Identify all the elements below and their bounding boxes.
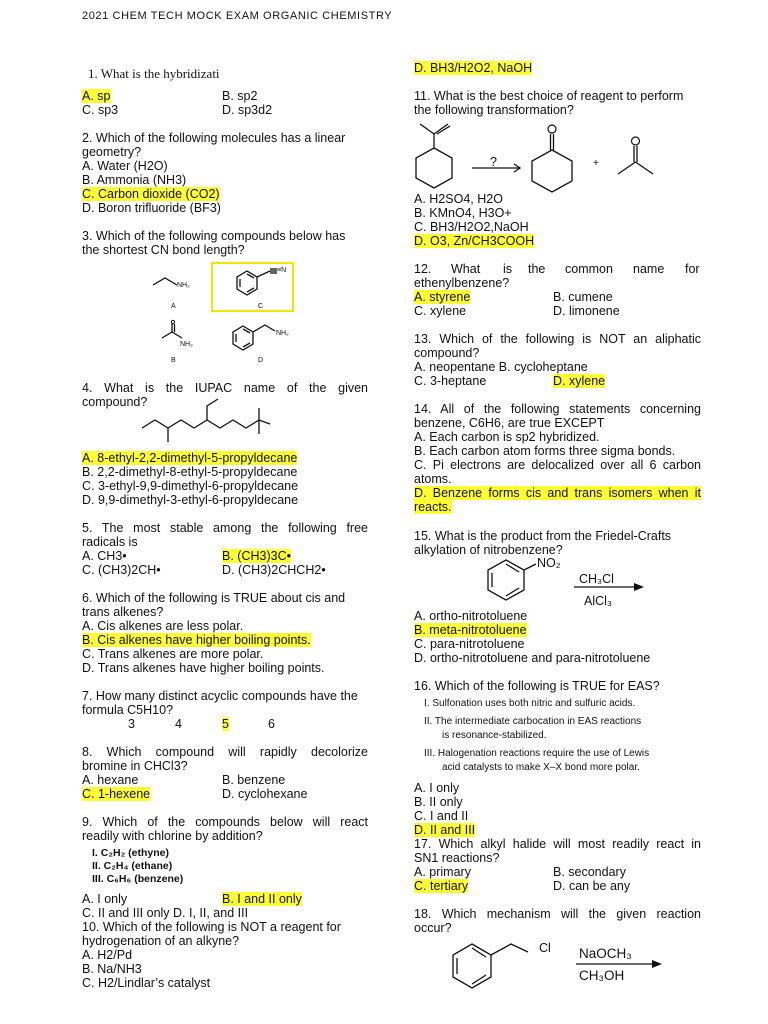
q12-option-b: B. cumene xyxy=(553,290,613,304)
q16-item-3-line1: III. Halogenation reactions require the use of Lewis xyxy=(424,748,650,759)
q8-option-c: C. 1-hexene xyxy=(82,787,151,801)
q10-option-b: B. Na/NH3 xyxy=(82,962,142,976)
q4-skeletal-structure xyxy=(138,396,273,451)
q10-option-d: D. BH3/H2O2, NaOH xyxy=(414,61,533,75)
q13-option-c: C. 3-heptane xyxy=(414,374,487,388)
q1-option-b: B. sp2 xyxy=(222,89,258,103)
q4-stem-line2: compound? xyxy=(82,395,148,409)
q11-arrow-label: ? xyxy=(490,155,497,169)
q17-option-b: B. secondary xyxy=(553,865,626,879)
q1-option-c: C. sp3 xyxy=(82,103,119,117)
q11-option-d: D. O3, Zn/CH3COOH xyxy=(414,234,535,248)
q7-stem-line2: formula C5H10? xyxy=(82,703,174,717)
q3-d-nh2: NH₂ xyxy=(276,330,289,337)
q12-option-c: C. xylene xyxy=(414,304,467,318)
q16-option-b: B. II only xyxy=(414,795,463,809)
q17-stem-line2: SN1 reactions? xyxy=(414,851,500,865)
q8-option-d: D. cyclohexane xyxy=(222,787,308,801)
q15-stem-line2: alkylation of nitrobenzene? xyxy=(414,543,563,557)
q15-no2: NO₂ xyxy=(537,556,561,570)
q16-item-2-line2: is resonance-stabilized. xyxy=(442,730,547,741)
q1-option-a: A. sp xyxy=(82,89,111,103)
q16-option-d: D. II and III xyxy=(414,823,476,837)
q2-stem-line2: geometry? xyxy=(82,145,142,159)
q2-option-c: C. Carbon dioxide (CO2) xyxy=(82,187,220,201)
q2-option-a: A. Water (H2O) xyxy=(82,159,168,173)
q12-option-d: D. limonene xyxy=(553,304,620,318)
q10-stem-line2: hydrogenation of an alkyne? xyxy=(82,934,240,948)
q10-option-a: A. H2/Pd xyxy=(82,948,133,962)
q4-option-d: D. 9,9-dimethyl-3-ethyl-6-propyldecane xyxy=(82,493,299,507)
q16-item-2-line1: II. The intermediate carbocation in EAS reactions xyxy=(424,716,642,727)
q1-stem: 1. What is the hybridizati xyxy=(88,66,220,81)
q5-option-c: C. (CH3)2CH• xyxy=(82,563,161,577)
q12-stem-w5: common xyxy=(565,262,613,276)
q7-option-2: 4 xyxy=(175,717,182,731)
q15-reagent-top: CH₃Cl xyxy=(579,572,614,586)
q5-option-d: D. (CH3)2CHCH2• xyxy=(222,563,326,577)
q13-option-d: D. xylene xyxy=(553,374,606,388)
q6-option-d: D. Trans alkenes have higher boiling points. xyxy=(82,661,325,675)
q6-option-c: C. Trans alkenes are more polar. xyxy=(82,647,264,661)
q15-option-c: C. para-nitrotoluene xyxy=(414,637,525,651)
q12-stem-w6: name xyxy=(633,262,665,276)
q15-option-b: B. meta-nitrotoluene xyxy=(414,623,527,637)
q17-stem-line1: 17. Which alkyl halide will most readily react in xyxy=(414,837,701,851)
q16-item-3-line2: acid catalysts to make X–X bond more polar. xyxy=(442,762,640,773)
q6-stem-line1: 6. Which of the following is TRUE about cis and xyxy=(82,591,346,605)
q12-stem-w1: 12. xyxy=(414,262,432,276)
q9-option-b: B. I and II only xyxy=(222,892,302,906)
q7-option-1: 3 xyxy=(128,717,135,731)
q11-option-b: B. KMnO4, H3O+ xyxy=(414,206,512,220)
q16-option-c: C. I and II xyxy=(414,809,469,823)
q3-stem-line2: the shortest CN bond length? xyxy=(82,243,245,257)
q5-stem-line2: radicals is xyxy=(82,535,138,549)
q14-option-c-line2: atoms. xyxy=(414,472,452,486)
q14-option-d-line1: D. Benzene forms cis and trans isomers when it xyxy=(414,486,701,500)
q12-stem-w2: What xyxy=(451,262,481,276)
q8-option-a: A. hexane xyxy=(82,773,139,787)
q18-benzyl-chloride-reaction xyxy=(446,932,666,992)
q10-stem-line1: 10. Which of the following is NOT a reagent for xyxy=(82,920,341,934)
page-header: 2021 CHEM TECH MOCK EXAM ORGANIC CHEMISTRY xyxy=(82,10,393,22)
q11-option-a: A. H2SO4, H2O xyxy=(414,192,503,206)
q8-option-b: B. benzene xyxy=(222,773,286,787)
q3-label-c: C xyxy=(258,303,264,310)
q12-option-a: A. styrene xyxy=(414,290,471,304)
q9-item-1: I. C₂H₂ (ethyne) xyxy=(92,847,170,859)
q13-option-ab: A. neopentane B. cycloheptane xyxy=(414,360,588,374)
q5-stem-line1: 5. The most stable among the following free xyxy=(82,521,368,535)
q3-c-nitrile: ≡N xyxy=(277,267,287,274)
q3-label-a: A xyxy=(171,303,176,310)
q16-stem: 16. Which of the following is TRUE for EAS? xyxy=(414,679,660,693)
q10-option-c: C. H2/Lindlar’s catalyst xyxy=(82,976,211,990)
q14-option-c-line1: C. Pi electrons are delocalized over all 6 carbon xyxy=(414,458,701,472)
q6-stem-line2: trans alkenes? xyxy=(82,605,164,619)
q14-stem-line1: 14. All of the following statements concerning xyxy=(414,402,701,416)
q11-stem-line1: 11. What is the best choice of reagent to perform xyxy=(414,89,684,103)
q4-option-a: A. 8-ethyl-2,2-dimethyl-5-propyldecane xyxy=(82,451,298,465)
q13-stem-line2: compound? xyxy=(414,346,480,360)
q16-option-a: A. I only xyxy=(414,781,460,795)
q18-stem-line1: 18. Which mechanism will the given reaction xyxy=(414,907,701,921)
q15-stem-line1: 15. What is the product from the Friedel-Crafts xyxy=(414,529,672,543)
q14-option-a: A. Each carbon is sp2 hybridized. xyxy=(414,430,600,444)
q4-option-b: B. 2,2-dimethyl-8-ethyl-5-propyldecane xyxy=(82,465,298,479)
q3-a-nh2: NH₂ xyxy=(177,282,190,289)
q9-stem-line1: 9. Which of the compounds below will react xyxy=(82,815,368,829)
q9-option-a: A. I only xyxy=(82,892,128,906)
q9-item-3: III. C₆H₆ (benzene) xyxy=(92,873,184,885)
q12-stem-w4: the xyxy=(528,262,546,276)
q12-stem-w3: is xyxy=(503,262,513,276)
q3-label-b: B xyxy=(171,357,176,364)
q18-reagent-top: NaOCH₃ xyxy=(579,946,632,961)
q14-option-b: B. Each carbon atom forms three sigma bonds. xyxy=(414,444,676,458)
q17-option-a: A. primary xyxy=(414,865,471,879)
q12-stem-w7: for xyxy=(685,262,700,276)
q7-stem-line1: 7. How many distinct acyclic compounds have the xyxy=(82,689,358,703)
q15-option-d: D. ortho-nitrotoluene and para-nitrotoluene xyxy=(414,651,651,665)
q18-cl: Cl xyxy=(539,941,551,955)
q15-reagent-bottom: AlCl₃ xyxy=(584,594,613,608)
q9-stem-line2: readily with chlorine by addition? xyxy=(82,829,263,843)
q8-stem-line1: 8. Which compound will rapidly decolorize xyxy=(82,745,368,759)
q7-option-4: 6 xyxy=(268,717,275,731)
q5-option-b: B. (CH3)3C• xyxy=(222,549,291,563)
q2-stem-line1: 2. Which of the following molecules has a linear xyxy=(82,131,346,145)
q14-option-d-line2: reacts. xyxy=(414,500,452,514)
q1-option-d: D. sp3d2 xyxy=(222,103,273,117)
q17-option-d: D. can be any xyxy=(553,879,631,893)
q12-stem-line2: ethenylbenzene? xyxy=(414,276,510,290)
q11-option-c: C. BH3/H2O2,NaOH xyxy=(414,220,529,234)
q4-stem-line1: 4. What is the IUPAC name of the given xyxy=(82,381,368,395)
q4-option-c: C. 3-ethyl-9,9-dimethyl-6-propyldecane xyxy=(82,479,299,493)
q7-option-3: 5 xyxy=(222,717,229,731)
q6-option-b: B. Cis alkenes have higher boiling points. xyxy=(82,633,311,647)
q14-stem-line2: benzene, C6H6, are true EXCEPT xyxy=(414,416,605,430)
q18-reagent-bottom: CH₃OH xyxy=(579,968,625,983)
q9-option-cd: C. II and III only D. I, II, and III xyxy=(82,906,249,920)
q3-stem-line1: 3. Which of the following compounds below has xyxy=(82,229,346,243)
q18-stem-line2: occur? xyxy=(414,921,452,935)
q11-reaction-scheme xyxy=(414,118,674,190)
q6-option-a: A. Cis alkenes are less polar. xyxy=(82,619,244,633)
q8-stem-line2: bromine in CHCl3? xyxy=(82,759,188,773)
q3-b-nh2: NH₂ xyxy=(180,341,193,348)
q13-stem-line1: 13. Which of the following is NOT an aliphatic xyxy=(414,332,701,346)
q2-option-b: B. Ammonia (NH3) xyxy=(82,173,187,187)
q3-label-d: D xyxy=(258,357,264,364)
q11-stem-line2: the following transformation? xyxy=(414,103,574,117)
q15-option-a: A. ortho-nitrotoluene xyxy=(414,609,528,623)
q9-item-2: II. C₂H₄ (ethane) xyxy=(92,860,173,872)
q17-option-c: C. tertiary xyxy=(414,879,469,893)
q16-item-1: I. Sulfonation uses both nitric and sulfuric acids. xyxy=(424,698,636,709)
q5-option-a: A. CH3• xyxy=(82,549,127,563)
q11-plus: + xyxy=(593,158,599,169)
q2-option-d: D. Boron trifluoride (BF3) xyxy=(82,201,221,215)
